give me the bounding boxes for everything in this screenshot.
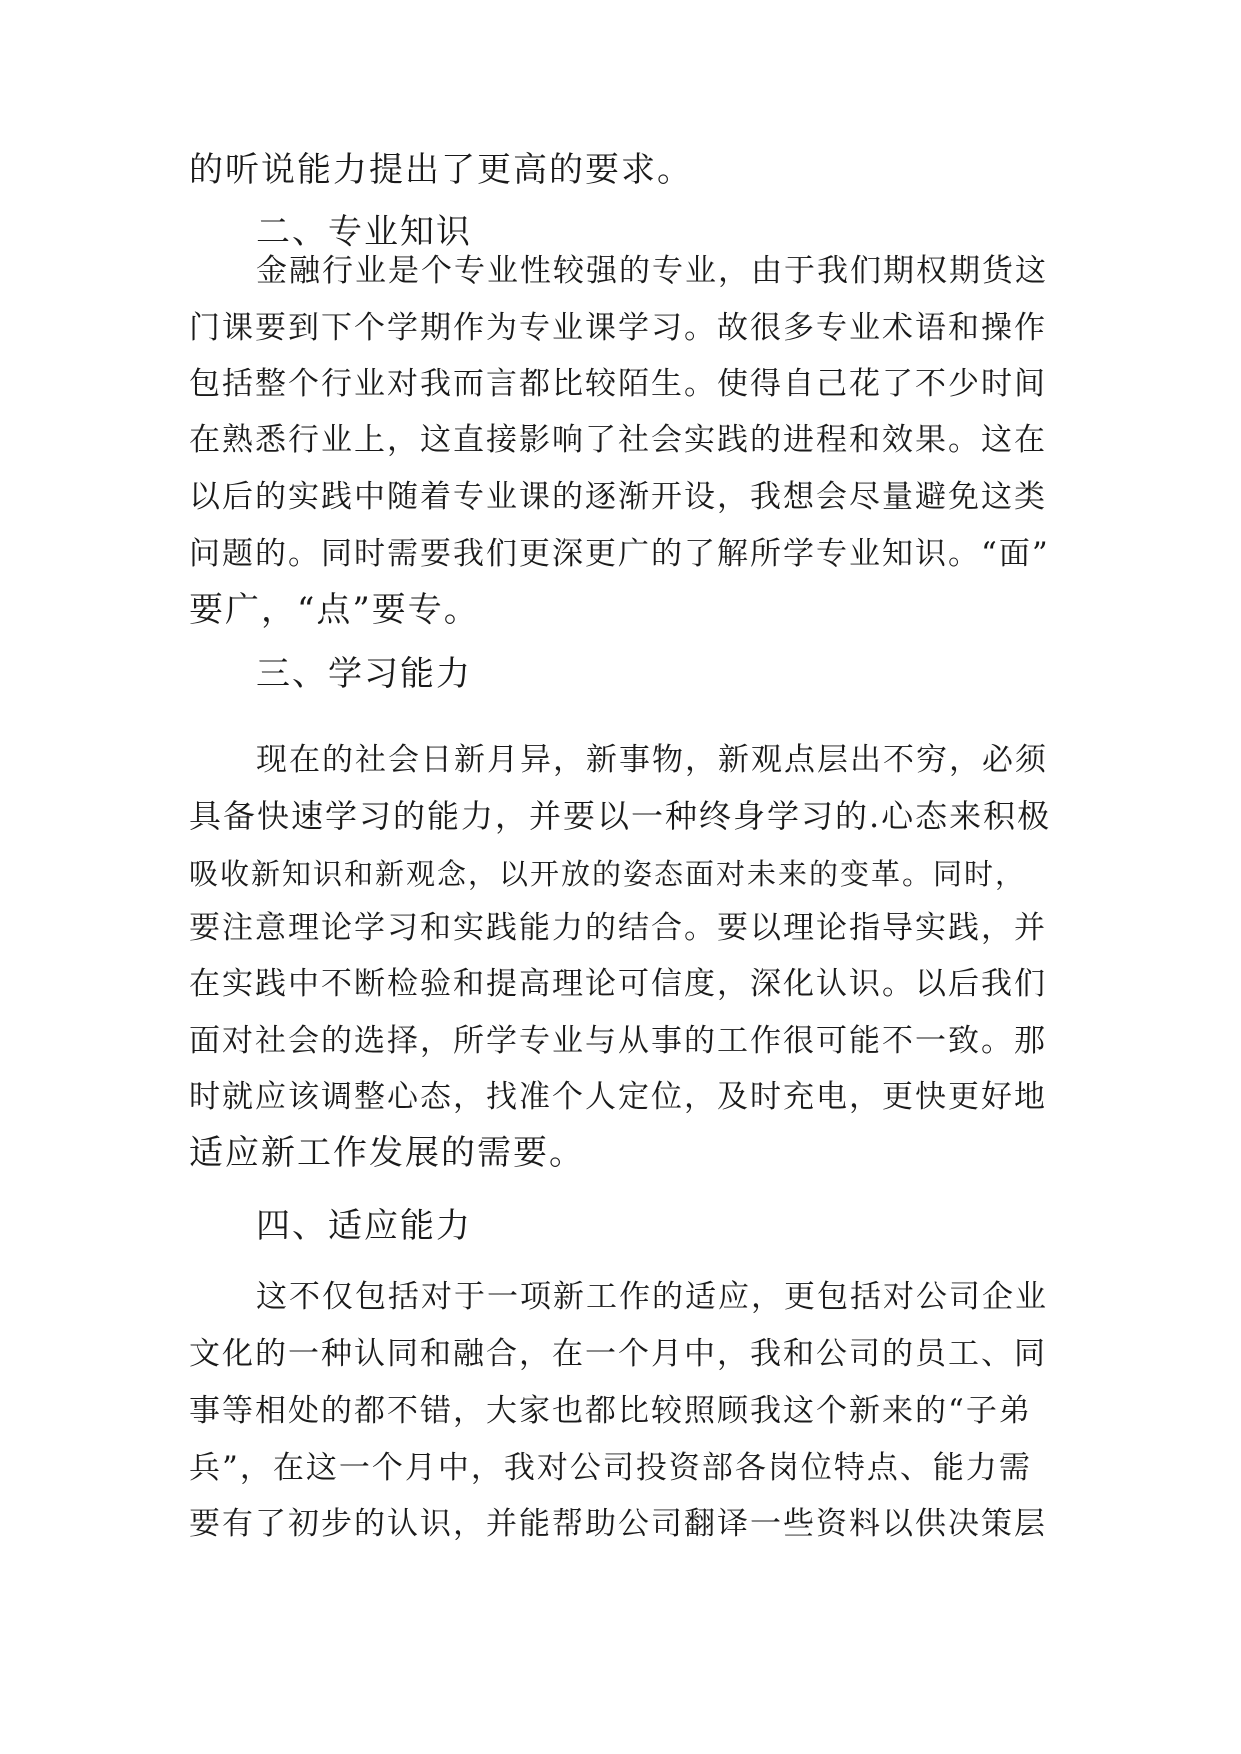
text-line: 门课要到下个学期作为专业课学习。故很多专业术语和操作 [189, 310, 1047, 346]
text-line: 要注意理论学习和实践能力的结合。要以理论指导实践，并 [189, 910, 1047, 946]
text-line: 要有了初步的认识，并能帮助公司翻译一些资料以供决策层 [189, 1506, 1047, 1542]
text-line: 兵”，在这一个月中，我对公司投资部各岗位特点、能力需 [189, 1450, 1032, 1486]
section-heading: 二、专业知识 [256, 212, 472, 252]
text-line: 适应新工作发展的需要。 [189, 1133, 585, 1173]
text-line: 金融行业是个专业性较强的专业，由于我们期权期货这 [256, 253, 1048, 289]
text-line: 要广，“点”要专。 [189, 590, 480, 630]
text-line: 吸收新知识和新观念，以开放的姿态面对未来的变革。同时， [189, 857, 1027, 891]
text-line: 在实践中不断检验和提高理论可信度，深化认识。以后我们 [189, 966, 1047, 1002]
text-line: 这不仅包括对于一项新工作的适应，更包括对公司企业 [256, 1279, 1048, 1315]
section-heading: 三、学习能力 [256, 654, 472, 694]
text-line: 具备快速学习的能力，并要以一种终身学习的.心态来积极 [189, 797, 1052, 835]
text-line: 问题的。同时需要我们更深更广的了解所学专业知识。“面” [189, 536, 1050, 572]
text-line: 的听说能力提出了更高的要求。 [189, 150, 693, 190]
text-line: 事等相处的都不错，大家也都比较照顾我这个新来的“子弟 [189, 1393, 1032, 1429]
section-heading: 四、适应能力 [256, 1206, 472, 1246]
text-line: 在熟悉行业上，这直接影响了社会实践的进程和效果。这在 [189, 422, 1047, 458]
text-line: 包括整个行业对我而言都比较陌生。使得自己花了不少时间 [189, 366, 1047, 402]
text-line: 以后的实践中随着专业课的逐渐开设，我想会尽量避免这类 [189, 479, 1047, 515]
text-line: 现在的社会日新月异，新事物，新观点层出不穷，必须 [256, 742, 1048, 778]
text-line: 面对社会的选择，所学专业与从事的工作很可能不一致。那 [189, 1023, 1047, 1059]
text-line: 时就应该调整心态，找准个人定位，及时充电，更快更好地 [189, 1079, 1047, 1115]
text-line: 文化的一种认同和融合，在一个月中，我和公司的员工、同 [189, 1336, 1047, 1372]
